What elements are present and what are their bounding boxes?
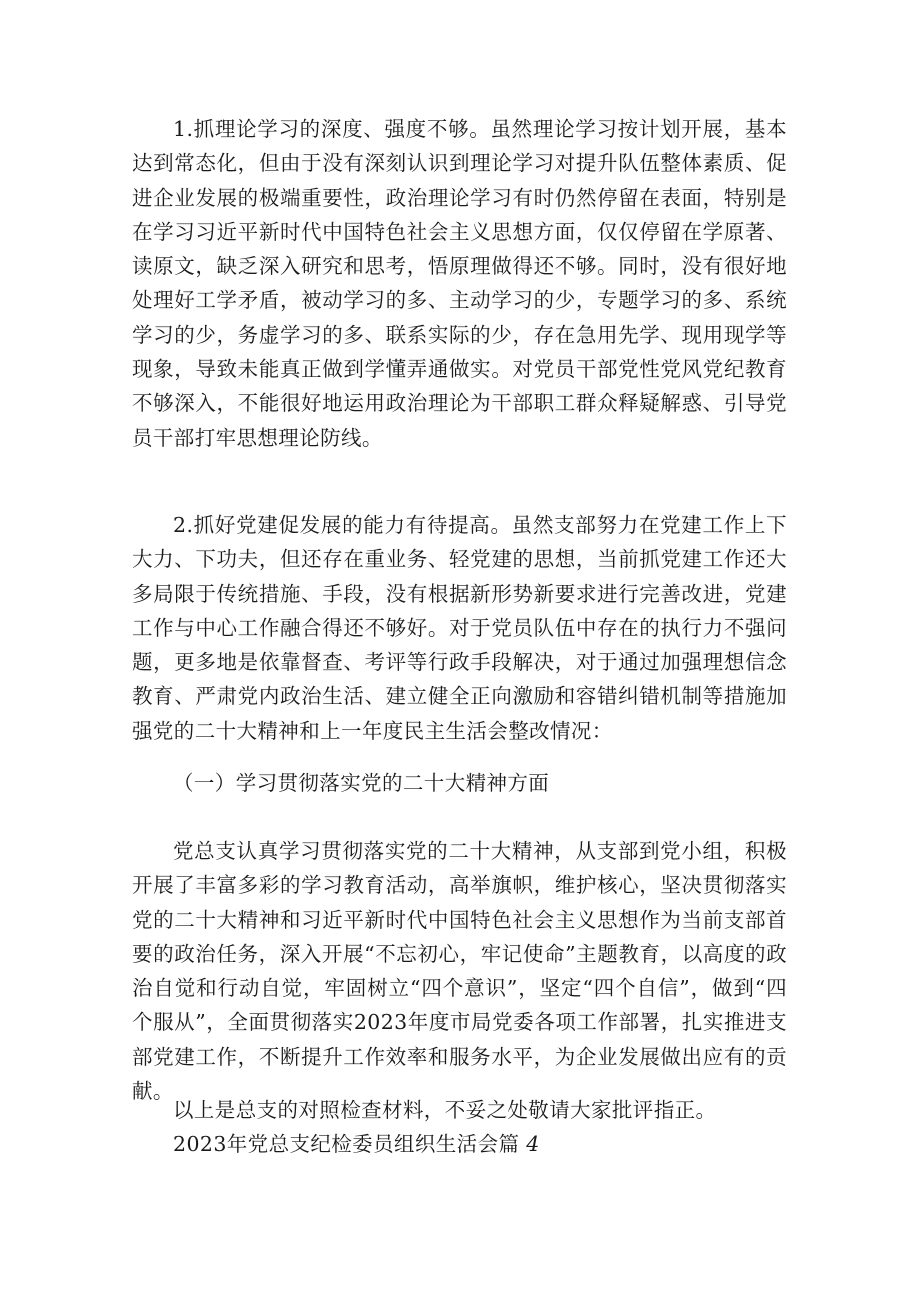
next-article-number: 4 [526,1132,540,1156]
paragraph-twentieth-congress: 党总支认真学习贯彻落实党的二十大精神，从支部到党小组，积极开展了丰富多彩的学习教育活动，高举旗帜，维护核心，坚决贯彻落实党的二十大精神和习近平新时代中国特色社会主义思想作为当前支部首要的政治任务，深入开展“不忘初心，牢记使命”主题教育，以高度的政治自觉和行动自觉，牢固树立“四个意识”，坚定“四个自信”，做到“四个服从”，全面贯彻落实2023年度市局党委各项工作部署，扎实推进支部党建工作，不断提升工作效率和服务水平，为企业发展做出应有的贡献。 [132,839,787,1104]
next-article-title [132,1127,787,1161]
section-heading: （一）学习贯彻落实党的二十大精神方面 [173,771,550,795]
paragraph-party-building: 2.抓好党建促发展的能力有待提高。虽然支部努力在党建工作上下大力、下功夫，但还存在重业务、轻党建的思想，当前抓党建工作还大多局限于传统措施、手段，没有根据新形势新要求进行完善改进，党建工作与中心工作融合得还不够好。对于党员队伍中存在的执行力不强问题，更多地是依靠督查、考评等行政手段解决，对于通过加强理想信念教育、严肃党内政治生活、建立健全正向激励和容错纠错机制等措施加强党的二十大精神和上一年度民主生活会整改情况： [132,513,787,743]
paragraph-closing: 以上是总支的对照检查材料，不妥之处敬请大家批评指正。 [173,1098,717,1122]
next-article-title-text: 2023年党总支纪检委员组织生活会篇 [173,1132,520,1156]
paragraph-theory-study: 1.抓理论学习的深度、强度不够。虽然理论学习按计划开展，基本达到常态化，但由于没有深刻认识到理论学习对提升队伍整体素质、促进企业发展的极端重要性，政治理论学习有时仍然停留在表面，特别是在学习习近平新时代中国特色社会主义思想方面，仅仅停留在学原著、读原文，缺乏深入研究和思考，悟原理做得还不够。同时，没有很好地处理好工学矛盾，被动学习的多、主动学习的少，专题学习的多、系统学习的少，务虚学习的多、联系实际的少，存在急用先学、现用现学等现象，导致未能真正做到学懂弄通做实。对党员干部党性党风党纪教育不够深入，不能很好地运用政治理论为干部职工群众释疑解惑、引导党员干部打牢思想理论防线。 [132,117,787,450]
